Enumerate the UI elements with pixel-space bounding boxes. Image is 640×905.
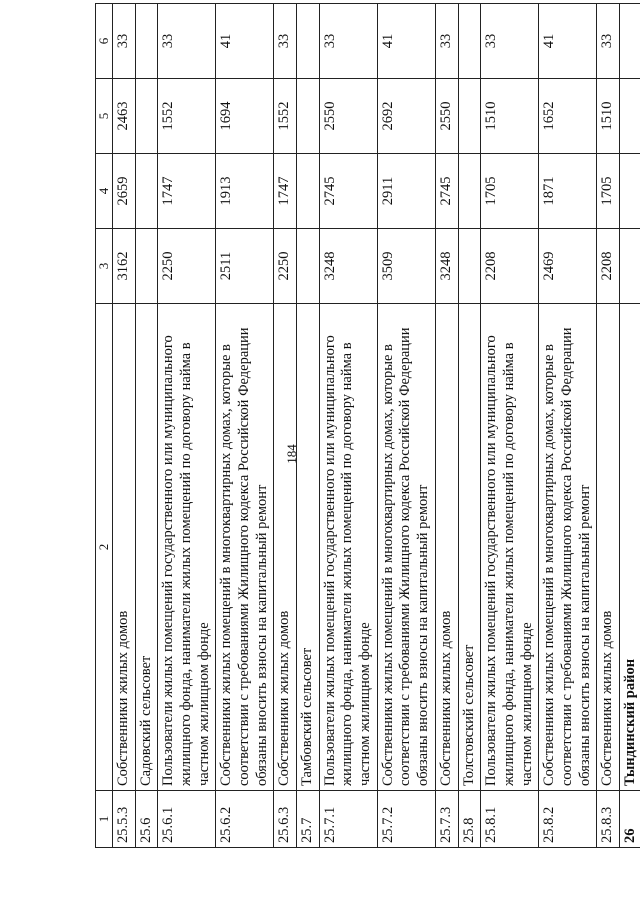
row-name-cell: Собственники жилых домов	[435, 304, 458, 791]
row-value-col6-cell	[620, 4, 640, 79]
row-name-cell: Тындинский район	[620, 304, 640, 791]
row-value-col3-cell	[135, 229, 158, 304]
table-row	[481, 4, 539, 848]
row-value-col3-cell: 2208	[597, 229, 620, 304]
table-row	[539, 4, 597, 848]
row-value-col3-cell	[458, 229, 481, 304]
row-value-col6-cell: 33	[158, 4, 216, 79]
header-cell-5: 5	[96, 79, 113, 154]
row-value-col6-cell: 41	[377, 4, 435, 79]
table-row	[274, 4, 297, 848]
table-row	[377, 4, 435, 848]
header-row	[96, 4, 113, 848]
row-value-col3-cell: 2250	[274, 229, 297, 304]
row-value-col5-cell: 1552	[274, 79, 297, 154]
row-value-col4-cell	[297, 154, 320, 229]
row-value-col6-cell: 33	[112, 4, 135, 79]
row-value-col3-cell: 2511	[216, 229, 274, 304]
row-name-cell: Пользователи жилых помещений государственного или муниципального жилищного фонда, наниматели жилых помещений по договору найма в частном жилищном фонде	[481, 304, 539, 791]
row-value-col6-cell: 33	[435, 4, 458, 79]
row-value-col6-cell: 33	[274, 4, 297, 79]
row-value-col4-cell: 2745	[319, 154, 377, 229]
row-name-cell: Собственники жилых домов	[274, 304, 297, 791]
row-value-col6-cell	[135, 4, 158, 79]
row-name-cell: Тамбовский сельсовет	[297, 304, 320, 791]
row-value-col6-cell	[297, 4, 320, 79]
row-value-col5-cell: 2463	[112, 79, 135, 154]
row-value-col3-cell: 2469	[539, 229, 597, 304]
row-value-col5-cell: 1510	[597, 79, 620, 154]
row-name-cell: Собственники жилых домов	[112, 304, 135, 791]
table-row	[435, 4, 458, 848]
row-value-col6-cell: 41	[216, 4, 274, 79]
page-number: 184	[284, 444, 299, 464]
row-value-col3-cell	[297, 229, 320, 304]
row-value-col5-cell: 2550	[435, 79, 458, 154]
table-row	[319, 4, 377, 848]
header-cell-2: 2	[96, 304, 113, 791]
row-code-cell: 25.7	[297, 791, 320, 848]
row-value-col5-cell	[458, 79, 481, 154]
row-code-cell: 25.7.1	[319, 791, 377, 848]
row-value-col4-cell: 1747	[158, 154, 216, 229]
row-value-col4-cell: 1705	[481, 154, 539, 229]
row-value-col4-cell: 2659	[112, 154, 135, 229]
header-cell-1: 1	[96, 791, 113, 848]
row-code-cell: 25.6.2	[216, 791, 274, 848]
table-row	[216, 4, 274, 848]
table-body	[96, 4, 640, 848]
row-value-col4-cell	[458, 154, 481, 229]
rotated-page-content	[95, 33, 639, 848]
row-value-col3-cell	[620, 229, 640, 304]
row-value-col6-cell: 41	[539, 4, 597, 79]
row-name-cell: Собственники жилых помещений в многоквартирных домах, которые в соответствии с требованиями Жилищного кодекса Российской Федерации обязаны вносить взносы на капитальный ремонт	[377, 304, 435, 791]
row-value-col5-cell: 2550	[319, 79, 377, 154]
row-name-cell: Собственники жилых домов	[597, 304, 620, 791]
row-value-col3-cell: 2250	[158, 229, 216, 304]
tariff-table	[95, 3, 640, 848]
row-name-cell: Собственники жилых помещений в многоквартирных домах, которые в соответствии с требованиями Жилищного кодекса Российской Федерации обязаны вносить взносы на капитальный ремонт	[216, 304, 274, 791]
row-value-col3-cell: 3248	[435, 229, 458, 304]
row-name-cell: Собственники жилых помещений в многоквартирных домах, которые в соответствии с требованиями Жилищного кодекса Российской Федерации обязаны вносить взносы на капитальный ремонт	[539, 304, 597, 791]
row-code-cell: 25.8.3	[597, 791, 620, 848]
row-value-col3-cell: 3248	[319, 229, 377, 304]
row-code-cell: 26	[620, 791, 640, 848]
row-value-col5-cell: 2692	[377, 79, 435, 154]
row-code-cell: 25.8.1	[481, 791, 539, 848]
row-value-col5-cell: 1652	[539, 79, 597, 154]
row-value-col3-cell: 3162	[112, 229, 135, 304]
row-value-col5-cell: 1552	[158, 79, 216, 154]
table-row	[620, 4, 640, 848]
row-code-cell: 25.7.3	[435, 791, 458, 848]
row-value-col4-cell: 1705	[597, 154, 620, 229]
row-value-col5-cell	[620, 79, 640, 154]
row-value-col4-cell	[620, 154, 640, 229]
row-value-col4-cell: 1913	[216, 154, 274, 229]
row-name-cell: Толстовский сельсовет	[458, 304, 481, 791]
row-value-col3-cell: 2208	[481, 229, 539, 304]
row-value-col4-cell: 1747	[274, 154, 297, 229]
table-row	[135, 4, 158, 848]
row-value-col5-cell	[297, 79, 320, 154]
table-row	[458, 4, 481, 848]
header-cell-6: 6	[96, 4, 113, 79]
row-value-col5-cell: 1510	[481, 79, 539, 154]
row-code-cell: 25.8.2	[539, 791, 597, 848]
row-code-cell: 25.7.2	[377, 791, 435, 848]
row-value-col4-cell: 2745	[435, 154, 458, 229]
header-cell-3: 3	[96, 229, 113, 304]
row-code-cell: 25.5.3	[112, 791, 135, 848]
row-name-cell: Садовский сельсовет	[135, 304, 158, 791]
table-row	[112, 4, 135, 848]
row-name-cell: Пользователи жилых помещений государственного или муниципального жилищного фонда, наниматели жилых помещений по договору найма в частном жилищном фонде	[319, 304, 377, 791]
row-code-cell: 25.6.3	[274, 791, 297, 848]
row-value-col6-cell: 33	[481, 4, 539, 79]
table-row	[597, 4, 620, 848]
row-value-col6-cell	[458, 4, 481, 79]
header-cell-4: 4	[96, 154, 113, 229]
table-row	[158, 4, 216, 848]
row-value-col4-cell: 2911	[377, 154, 435, 229]
row-name-cell: Пользователи жилых помещений государственного или муниципального жилищного фонда, наниматели жилых помещений по договору найма в частном жилищном фонде	[158, 304, 216, 791]
row-code-cell: 25.8	[458, 791, 481, 848]
row-code-cell: 25.6	[135, 791, 158, 848]
row-value-col3-cell: 3509	[377, 229, 435, 304]
table-row	[297, 4, 320, 848]
row-code-cell: 25.6.1	[158, 791, 216, 848]
row-value-col5-cell: 1694	[216, 79, 274, 154]
row-value-col6-cell: 33	[597, 4, 620, 79]
row-value-col4-cell: 1871	[539, 154, 597, 229]
row-value-col5-cell	[135, 79, 158, 154]
row-value-col6-cell: 33	[319, 4, 377, 79]
row-value-col4-cell	[135, 154, 158, 229]
